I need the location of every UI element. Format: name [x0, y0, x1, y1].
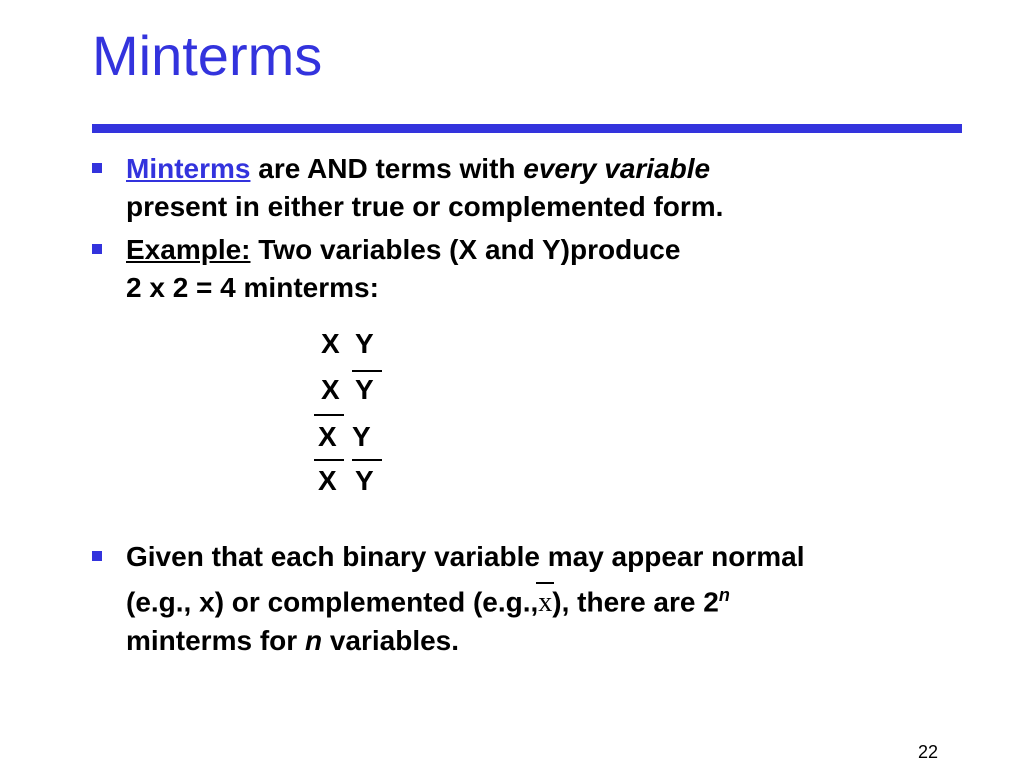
bullet-text	[126, 231, 680, 307]
square-bullet-icon	[92, 551, 102, 561]
minterm-4-x-complement-bar	[314, 459, 344, 461]
minterm-4-y: Y	[355, 465, 374, 496]
bullet-1-line2: present in either true or complemented form.	[126, 191, 724, 222]
bullet-3-line2-suffix: ), there are 2	[552, 586, 719, 618]
bullet-3-line3-prefix: minterms for	[126, 625, 305, 657]
minterm-4-y-complement-bar	[352, 459, 382, 461]
minterm-1-x: X	[321, 328, 340, 359]
square-bullet-icon	[92, 244, 102, 254]
bullet-1-text: are AND terms with	[250, 153, 524, 184]
minterm-3-x-complement-bar	[314, 414, 344, 416]
minterm-1-y: Y	[355, 328, 374, 359]
page-number: 22	[917, 742, 938, 762]
minterm-4-x: X	[318, 465, 337, 496]
minterm-3-y: Y	[352, 421, 371, 452]
n-emphasis: n	[304, 625, 323, 657]
square-bullet-icon	[92, 163, 102, 173]
complemented-x-symbol	[538, 584, 552, 622]
bullet-text	[126, 150, 723, 226]
minterms-keyword: Minterms	[126, 153, 251, 184]
slide-title: Minterms	[92, 24, 323, 87]
minterm-2-y-complement-bar	[352, 370, 382, 372]
bullet-2-line2: 2 x 2 = 4 minterms:	[126, 272, 379, 303]
minterm-2-y: Y	[355, 374, 374, 405]
x-symbol: x	[538, 587, 553, 619]
every-variable-emphasis: every variable	[523, 153, 711, 184]
title-rule	[92, 124, 962, 133]
complement-bar	[536, 582, 554, 584]
bullet-3-line2-prefix: (e.g., x) or complemented (e.g.,	[126, 586, 539, 618]
bullet-text	[126, 538, 805, 660]
bullet-2-text: Two variables (X and Y)produce	[250, 234, 681, 265]
bullet-3-line3-suffix: variables.	[322, 625, 460, 657]
example-keyword: Example:	[126, 234, 251, 265]
minterm-3-x: X	[318, 421, 337, 452]
n-superscript: n	[718, 585, 730, 605]
minterm-2-x: X	[321, 374, 340, 405]
bullet-3-line1: Given that each binary variable may appear normal	[126, 541, 805, 572]
